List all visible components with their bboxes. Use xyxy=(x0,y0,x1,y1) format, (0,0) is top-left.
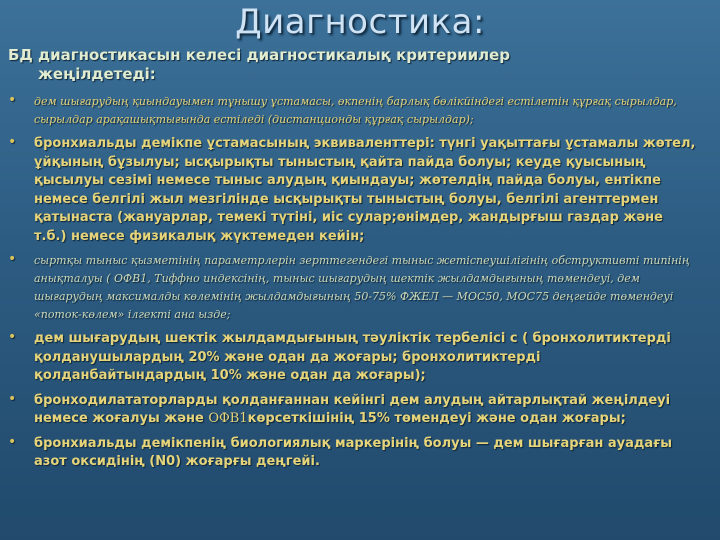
bullet-text-fev1: ОФВ1 xyxy=(208,411,248,426)
criteria-list xyxy=(8,92,698,477)
bullet-icon: • xyxy=(8,433,17,450)
bullet-icon: • xyxy=(8,92,17,108)
bullet-text-group xyxy=(34,393,670,427)
list-item xyxy=(8,434,698,471)
intro-line-2: жеңілдетеді: xyxy=(38,65,156,83)
list-item xyxy=(8,251,698,323)
bullet-text: бронхиальды демікпе ұстамасының эквиваленттері: түнгі уақыттағы ұстамалы жөтел, ұйқының бұзылуы; ысқырықты тыныстың қайта пайда болуы; кеуде қуысының қысылуы сезімі немесе тыныс алудың қиындауы; жөтелдің пайда болуы, ентікпе немесе белгілі жыл мезгілінде ысқырықты тыныстың болуы, белгілі агенттермен қатынаста (жануарлар, темекі түтіні, иіс сулар;өнімдер, жандырғыш газдар және т.б.) немесе физикалық жүктемеден кейін; xyxy=(34,136,696,244)
list-item xyxy=(8,329,698,385)
intro-line-1: БД диагностикасын келесі диагностикалық критериилер xyxy=(8,46,511,64)
bullet-text: көрсеткішінің 15% төмендеуі және одан жоғары; xyxy=(247,411,626,426)
list-item xyxy=(8,391,698,428)
bullet-text: дем шығарудың шектік жылдамдығының тәуліктік тербелісі с ( бронхолитиктерді қолданушылардың 20% және одан да жоғары; бронхолитиктерді қолданбайтындардың 10% және одан да жоғары); xyxy=(34,331,671,383)
bullet-icon: • xyxy=(8,251,17,267)
bullet-text: бронхиальды демікпенің биологиялық маркерінің болуы — дем шығарған ауадағы азот оксидінің (N0) жоғарғы деңгейі. xyxy=(34,435,673,469)
list-item xyxy=(8,134,698,245)
intro-text xyxy=(8,46,688,84)
bullet-text: дем шығарудың қиындауымен тұнышу ұстамасы, өкпенің барлық бөлікйіндегі естілетін құрғақ сырылдар, сырылдар арақашықтығында естіледі (дистанционды құрғақ сырылдар); xyxy=(34,95,677,126)
bullet-text: бронходилататорларды қолданғаннан кейінгі дем алудың айтарлықтай жеңілдеуі немесе жоғалуы және xyxy=(34,392,671,426)
bullet-icon: • xyxy=(8,134,17,150)
bullet-icon: • xyxy=(8,329,17,345)
slide-title: Диагностика: xyxy=(235,2,485,42)
bullet-text: сыртқы тыныс қызметінің параметрлерін зерттегендегі тыныс жетіспеушілігінің обструктивті типінің анықталуы ( ОФВ1, Тиффно индексінің, тыныс шығарудың шектік жылдамдығының төмендеуі, дем шығарудың максималды көлемінің жылдамдығының 50-75% ФЖЕЛ — МОС50, МОС75 деңгейде төмендеуі «поток-көлем» ілгекті ана ызде; xyxy=(34,254,690,321)
bullet-icon: • xyxy=(8,390,17,407)
list-item xyxy=(8,92,698,128)
